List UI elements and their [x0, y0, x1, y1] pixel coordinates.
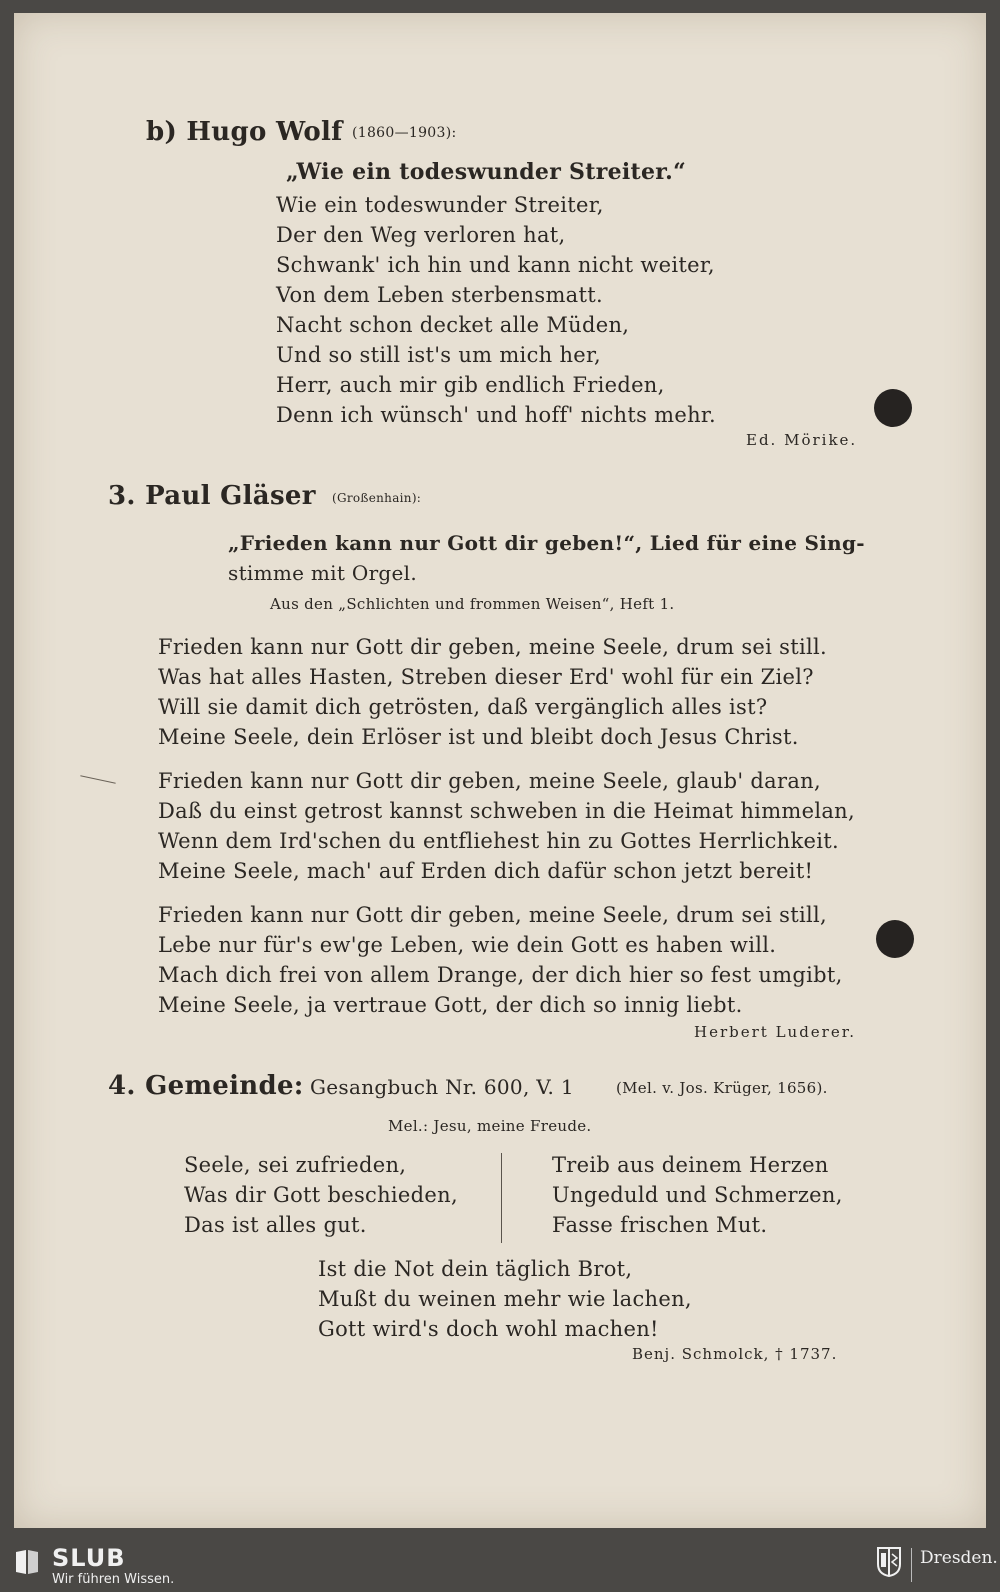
footer-city[interactable]: Dresden. — [920, 1548, 998, 1568]
stanza-line: Frieden kann nur Gott dir geben, meine Seele, glaub' daran, — [158, 769, 821, 793]
dresden-crest-icon — [876, 1546, 902, 1578]
section-3-author: Herbert Luderer. — [694, 1023, 857, 1041]
hymn-center-line: Gott wird's doch wohl machen! — [318, 1317, 659, 1341]
section-3-title-line2: stimme mit Orgel. — [228, 561, 418, 585]
section-b-years: (1860—1903): — [352, 125, 457, 141]
hymn-right-line: Ungeduld und Schmerzen, — [552, 1183, 843, 1207]
poem-line: Der den Weg verloren hat, — [276, 223, 566, 247]
footer-bar — [0, 1540, 1000, 1592]
document-page — [14, 13, 986, 1528]
hymn-center-line: Mußt du weinen mehr wie lachen, — [318, 1287, 692, 1311]
pencil-mark — [80, 775, 115, 783]
punch-hole — [874, 389, 912, 427]
stanza-line: Was hat alles Hasten, Streben dieser Erd' wohl für ein Ziel? — [158, 665, 814, 689]
footer-separator — [911, 1548, 912, 1582]
section-4-hymnal: Gesangbuch Nr. 600, V. 1 — [310, 1075, 574, 1099]
stanza-line: Daß du einst getrost kannst schweben in die Heimat himmelan, — [158, 799, 855, 823]
section-4-author: Benj. Schmolck, † 1737. — [632, 1345, 838, 1363]
stanza-line: Frieden kann nur Gott dir geben, meine Seele, drum sei still, — [158, 903, 827, 927]
section-3-source: Aus den „Schlichten und frommen Weisen“, Heft 1. — [270, 595, 675, 613]
section-b-author: Ed. Mörike. — [746, 431, 858, 449]
stanza-line: Will sie damit dich getrösten, daß vergänglich alles ist? — [158, 695, 768, 719]
section-3-title-line1: „Frieden kann nur Gott dir geben!“, Lied für eine Sing- — [228, 531, 865, 555]
poem-line: Schwank' ich hin und kann nicht weiter, — [276, 253, 715, 277]
section-4-heading: 4. Gemeinde: — [108, 1071, 304, 1101]
poem-line: Nacht schon decket alle Müden, — [276, 313, 630, 337]
hymn-right-line: Fasse frischen Mut. — [552, 1213, 768, 1237]
hymn-center-line: Ist die Not dein täglich Brot, — [318, 1257, 633, 1281]
poem-line: Denn ich wünsch' und hoff' nichts mehr. — [276, 403, 716, 427]
hymn-left-line: Was dir Gott beschieden, — [184, 1183, 458, 1207]
section-3-heading: 3. Paul Gläser — [108, 481, 316, 511]
poem-line: Herr, auch mir gib endlich Frieden, — [276, 373, 665, 397]
stanza-line: Wenn dem Ird'schen du entfliehest hin zu Gottes Herrlichkeit. — [158, 829, 839, 853]
stanza-line: Meine Seele, mach' auf Erden dich dafür schon jetzt bereit! — [158, 859, 814, 883]
book-icon — [14, 1548, 40, 1576]
stanza-line: Mach dich frei von allem Drange, der dich hier so fest umgibt, — [158, 963, 843, 987]
column-divider — [501, 1153, 502, 1243]
poem-line: Wie ein todeswunder Streiter, — [276, 193, 604, 217]
stanza-line: Meine Seele, ja vertraue Gott, der dich so innig liebt. — [158, 993, 743, 1017]
footer-slogan: Wir führen Wissen. — [52, 1572, 175, 1587]
stanza-line: Frieden kann nur Gott dir geben, meine Seele, drum sei still. — [158, 635, 827, 659]
hymn-right-line: Treib aus deinem Herzen — [552, 1153, 829, 1177]
hymn-left-line: Seele, sei zufrieden, — [184, 1153, 407, 1177]
stanza-line: Lebe nur für's ew'ge Leben, wie dein Gott es haben will. — [158, 933, 777, 957]
stanza-line: Meine Seele, dein Erlöser ist und bleibt doch Jesus Christ. — [158, 725, 799, 749]
poem-line: Von dem Leben sterbensmatt. — [276, 283, 603, 307]
section-b-heading: b) Hugo Wolf — [146, 117, 343, 147]
section-4-melody: Mel.: Jesu, meine Freude. — [388, 1117, 592, 1135]
footer-brand[interactable]: SLUB — [52, 1544, 126, 1572]
section-4-melody-credit: (Mel. v. Jos. Krüger, 1656). — [616, 1079, 828, 1097]
poem-line: Und so still ist's um mich her, — [276, 343, 601, 367]
punch-hole — [876, 920, 914, 958]
hymn-left-line: Das ist alles gut. — [184, 1213, 367, 1237]
section-b-title: „Wie ein todeswunder Streiter.“ — [286, 159, 687, 185]
section-3-place: (Großenhain): — [332, 491, 422, 505]
